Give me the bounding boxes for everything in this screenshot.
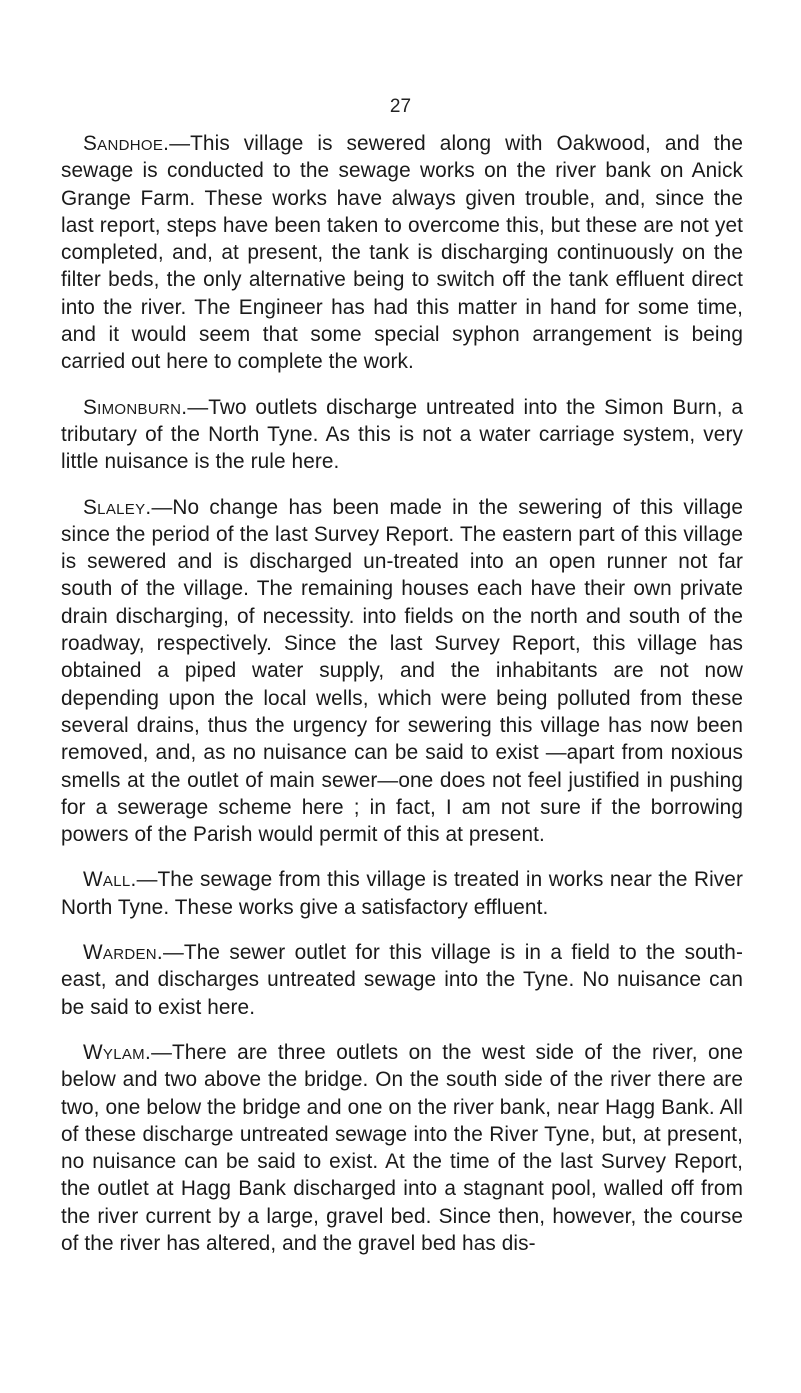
- paragraph-text: —This village is sewered along with Oakwood, and the sewage is conducted to the sewage works on the river bank on Anick Grange Farm. These works have always given trouble, and, since the last report, steps have been taken to overcome this, but these are not yet completed, and, at present, the tank is discharging continuously on the filter beds, the only alternative being to switch off the tank effluent direct into the river. The Engineer has had this matter in hand for some time, and it would seem that some special syphon arrangement is being carried out here to complete the work.: [61, 132, 743, 374]
- paragraph-sandhoe: [61, 130, 743, 376]
- page-number: 27: [389, 96, 412, 117]
- paragraph-slaley: [61, 494, 743, 849]
- paragraph-simonburn: [61, 394, 743, 476]
- place-heading: Warden.: [83, 941, 164, 965]
- paragraph-text: —There are three outlets on the west side of the river, one below and two above the bridge. On the south side of the river there are two, one below the bridge and one on the river bank, near Hagg Bank. All of these discharge untreated sewage into the River Tyne, but, at present, no nuisance can be said to exist. At the time of the last Survey Report, the outlet at Hagg Bank discharged into a stagnant pool, walled off from the river current by a large, gravel bed. Since then, however, the course of the river has altered, and the gravel bed has dis-: [61, 1040, 743, 1255]
- place-heading: Simonburn.: [83, 395, 188, 419]
- place-heading: Slaley.: [83, 495, 152, 519]
- paragraph-text: —The sewer outlet for this village is in a field to the south-east, and discharges untreated sewage into the Tyne. No nuisance can be said to exist here.: [61, 941, 743, 1019]
- paragraph-text: —The sewage from this village is treated in works near the River North Tyne. These works give a satisfactory effluent.: [61, 868, 743, 919]
- document-body: [61, 130, 743, 1275]
- paragraph-wall: [61, 866, 743, 921]
- place-heading: Wylam.: [83, 1040, 152, 1064]
- paragraph-text: —Two outlets discharge untreated into the Simon Burn, a tributary of the North Tyne. As this is not a water carriage system, very little nuisance is the rule here.: [61, 395, 743, 474]
- paragraph-wylam: [61, 1039, 743, 1257]
- paragraph-warden: [61, 939, 743, 1021]
- place-heading: Wall.: [83, 868, 137, 892]
- place-heading: Sandhoe.: [83, 132, 170, 155]
- paragraph-text: —No change has been made in the sewering of this village since the period of the last Survey Report. The eastern part of this village is sewered and is discharged un-treated into an open runner not far south of the village. The remaining houses each have their own private drain discharging, of necessity. into fields on the north and south of the roadway, respectively. Since the last Survey Report, this village has obtained a piped water supply, and the inhabitants are not now depending upon the local wells, which were being polluted from these several drains, thus the urgency for sewering this village has now been removed, and, as no nuisance can be said to exist —apart from noxious smells at the outlet of main sewer—one does not feel justified in pushing for a sewerage scheme here ; in fact, I am not sure if the borrowing powers of the Parish would permit of this at present.: [61, 495, 743, 847]
